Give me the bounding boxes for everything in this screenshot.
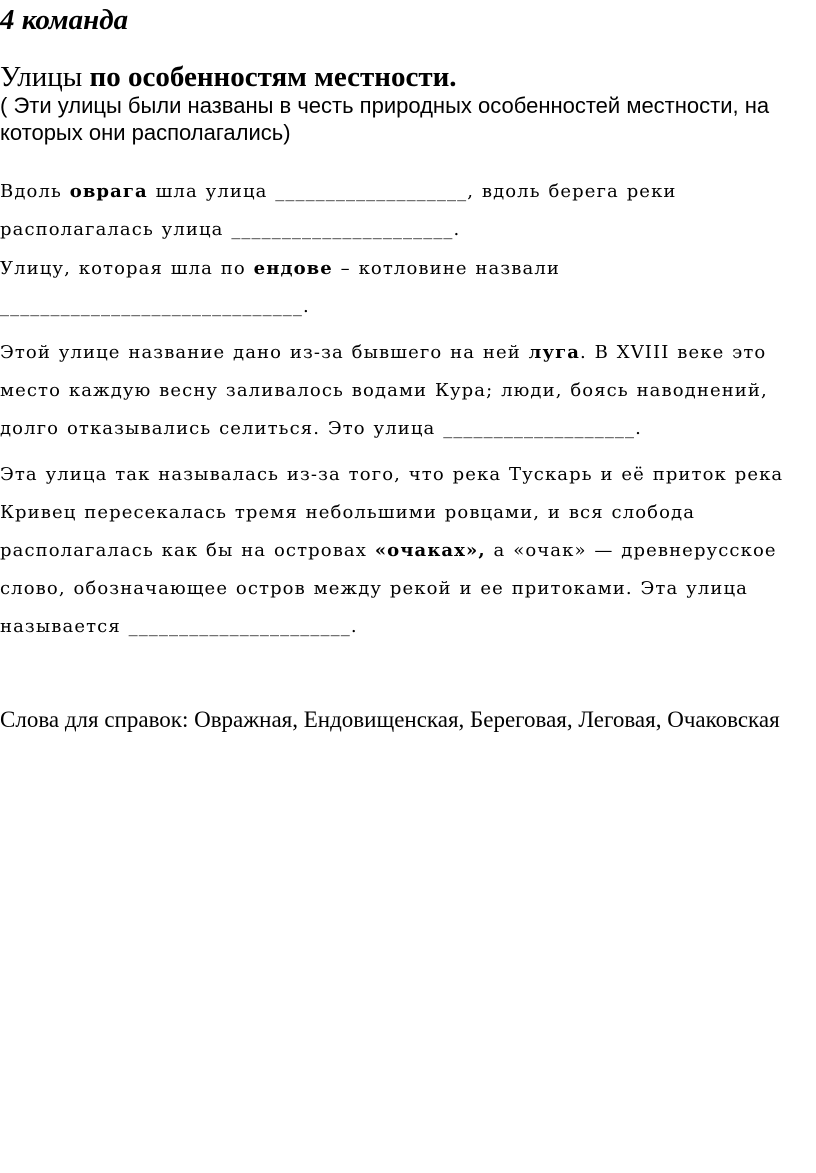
paragraph-text: – котловине назвали: [332, 258, 560, 279]
reference-words: Слова для справок: Овражная, Ендовищенская, Береговая, Леговая, Очаковская: [0, 707, 780, 732]
section-heading: [0, 59, 457, 95]
keyword-bold: оврага: [69, 181, 148, 202]
paragraph-ochak-street: [0, 456, 812, 646]
team-title: 4 команда: [0, 4, 129, 36]
paragraph-text: .: [635, 418, 642, 439]
paragraph-text: Вдоль: [0, 181, 70, 202]
answer-blank: ______________________________: [0, 296, 303, 317]
paragraph-text: .: [303, 296, 310, 317]
keyword-bold: ендове: [253, 258, 333, 279]
paragraph-text: Улицу, которая шла по: [0, 258, 254, 279]
paragraph-text: Эта улица так называлась из-за того, что река Тускарь и её приток река Кривец пересекалась тремя небольшими ровцами, и вся слобода располагалась как бы на островах: [0, 464, 784, 561]
paragraph-ravine-street: [0, 173, 812, 249]
paragraph-text: , вдоль берега реки располагалась улица: [0, 181, 677, 240]
paragraph-text: .: [350, 616, 358, 637]
answer-blank: ______________________: [231, 219, 454, 240]
answer-blank: ___________________: [275, 181, 468, 202]
answer-blank: ______________________: [128, 616, 351, 637]
paragraph-text: .: [453, 219, 461, 240]
paragraph-endova-street: [0, 250, 812, 326]
answer-blank: ___________________: [443, 418, 636, 439]
section-heading-bold: по особенностям местности.: [89, 61, 457, 93]
keyword-bold: луга: [528, 342, 580, 363]
paragraph-text: шла улица: [147, 181, 276, 202]
paragraph-text: Этой улице название дано из-за бывшего на ней: [0, 342, 529, 363]
paragraph-meadow-street: [0, 334, 812, 448]
keyword-bold: «очаках»,: [374, 540, 486, 561]
paragraph-text: а «очак» — древнерусское слово, обозначающее остров между рекой и ее притоками. Эта улица называется: [0, 540, 777, 637]
section-note: ( Эти улицы были названы в честь природных особенностей местности, на которых они располагались): [0, 93, 770, 145]
section-heading-plain: Улицы: [0, 61, 90, 93]
paragraph-text: . В XVIII веке это место каждую весну заливалось водами Кура; люди, боясь наводнений, долго отказывались селиться. Это улица: [0, 342, 768, 439]
